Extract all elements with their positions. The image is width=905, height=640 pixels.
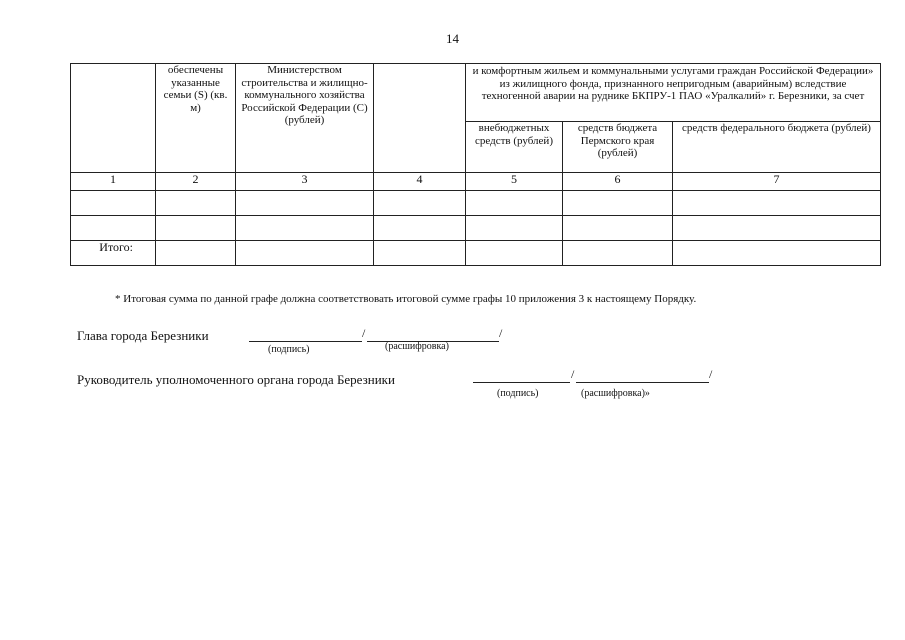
manager-signature-hint: (подпись): [497, 388, 539, 399]
table-cell: [236, 241, 374, 266]
table-cell: [156, 191, 236, 216]
table-cell: [563, 191, 673, 216]
signature-slash: /: [571, 367, 575, 381]
page-number: 14: [446, 31, 459, 46]
head-name-hint: (расшифровка): [385, 341, 449, 352]
header-col-6: средств бюджета Пермского края (рублей): [563, 122, 673, 173]
table-cell: [236, 191, 374, 216]
footnote: * Итоговая сумма по данной графе должна соответствовать итоговой сумме графы 10 приложения 3 к настоящему Порядку.: [115, 293, 697, 305]
table-cell: [374, 191, 466, 216]
table-cell: [156, 216, 236, 241]
table-cell: [71, 191, 156, 216]
column-number-row: [71, 173, 881, 191]
table-cell: [466, 241, 563, 266]
header-group-funding: и комфортным жильем и коммунальными услугами граждан Российской Федерации» из жилищного фонда, признанного непригодным (аварийным) вследствие техногенной аварии на руднике БКПРУ-1 ПАО «Уралкалий» г. Березники, за счет: [466, 64, 881, 122]
total-row: [71, 241, 881, 266]
table-cell: [673, 191, 881, 216]
table-row: [71, 191, 881, 216]
report-table: [70, 63, 881, 266]
total-label: Итого:: [71, 241, 156, 266]
table-cell: [466, 191, 563, 216]
manager-signature-label: Руководитель уполномоченного органа города Березники: [77, 372, 395, 387]
column-number: 6: [563, 173, 673, 191]
table-cell: [374, 216, 466, 241]
signature-slash: /: [362, 326, 366, 340]
column-number: 1: [71, 173, 156, 191]
column-number: 3: [236, 173, 374, 191]
table-cell: [374, 241, 466, 266]
column-number: 5: [466, 173, 563, 191]
header-col-7: средств федерального бюджета (рублей): [673, 122, 881, 173]
header-col-5: внебюджетных средств (рублей): [466, 122, 563, 173]
header-col-3: Министерством строительства и жилищно-коммунального хозяйства Российской Федерации (С) (рублей): [236, 64, 374, 173]
column-number: 7: [673, 173, 881, 191]
head-signature-hint: (подпись): [268, 344, 310, 355]
header-col-1: [71, 64, 156, 173]
table-cell: [466, 216, 563, 241]
header-col-4: [374, 64, 466, 173]
table-cell: [673, 241, 881, 266]
table-cell: [236, 216, 374, 241]
manager-signature-line[interactable]: [473, 382, 570, 383]
column-number: 4: [374, 173, 466, 191]
head-signature-label: Глава города Березники: [77, 328, 209, 343]
manager-name-hint: (расшифровка)»: [581, 388, 650, 399]
table-cell: [563, 216, 673, 241]
manager-name-line[interactable]: [576, 382, 709, 383]
signature-slash: /: [499, 326, 503, 340]
header-col-2: обеспечены указанные семьи (S) (кв. м): [156, 64, 236, 173]
table-cell: [673, 216, 881, 241]
head-signature-line[interactable]: [249, 341, 362, 342]
signature-slash: /: [709, 367, 713, 381]
table-row: [71, 216, 881, 241]
table-cell: [71, 216, 156, 241]
table-cell: [563, 241, 673, 266]
table-cell: [156, 241, 236, 266]
column-number: 2: [156, 173, 236, 191]
